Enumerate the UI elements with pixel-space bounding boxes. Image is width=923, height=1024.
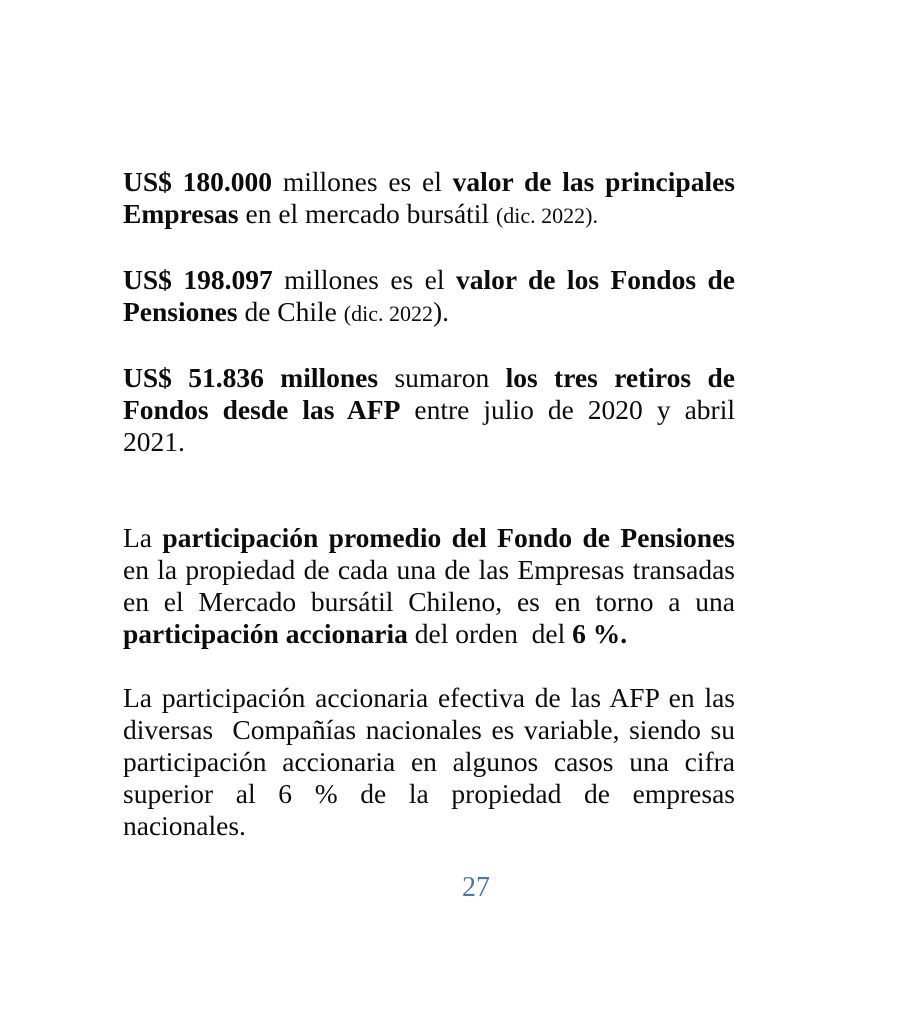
text-run: ).: [432, 296, 450, 327]
text-run: participación accionaria: [123, 618, 408, 649]
text-run: valor de las principales Empresas: [123, 166, 735, 229]
text-block: [123, 166, 735, 874]
paragraph-participacion-efectiva: [123, 682, 735, 842]
text-run: millones es el: [272, 264, 456, 295]
text-run: en la propiedad de cada una de las Empresas transadas en el Mercado bursátil Chileno, es en torno a una: [123, 554, 735, 617]
page-number: 27: [462, 872, 490, 903]
text-run: (dic. 2022).: [495, 203, 598, 228]
text-run: 6 %.: [572, 618, 628, 649]
text-run: US$ 198.097: [123, 264, 273, 295]
text-run: La participación accionaria efectiva de las AFP en las diversas Compañías nacionales es variable, siendo su participación accionaria en algunos casos una cifra superior al 6 % de la propiedad de empresas nacionales.: [123, 682, 735, 841]
text-run: valor de los Fondos de Pensiones: [123, 264, 735, 327]
paragraph-valor-fondos-pensiones: [123, 264, 735, 330]
text-run: en el mercado bursátil: [238, 198, 496, 229]
text-run: millones es el: [272, 166, 453, 197]
text-run: sumaron: [378, 362, 506, 393]
text-run: del orden del: [407, 618, 573, 649]
text-run: US$ 51.836 millones: [123, 362, 379, 393]
text-run: participación promedio del Fondo de Pensiones: [162, 522, 735, 553]
paragraph-retiros-afp: [123, 362, 735, 458]
paragraph-valor-empresas: [123, 166, 735, 232]
text-run: los tres retiros de Fondos desde las AFP: [123, 362, 735, 425]
paragraph-participacion-promedio: [123, 522, 735, 650]
text-run: La: [123, 522, 163, 553]
text-run: (dic. 2022: [343, 301, 433, 326]
text-run: US$ 180.000: [123, 166, 273, 197]
text-run: entre julio de 2020 y abril 2021.: [123, 394, 735, 457]
text-run: de Chile: [237, 296, 344, 327]
